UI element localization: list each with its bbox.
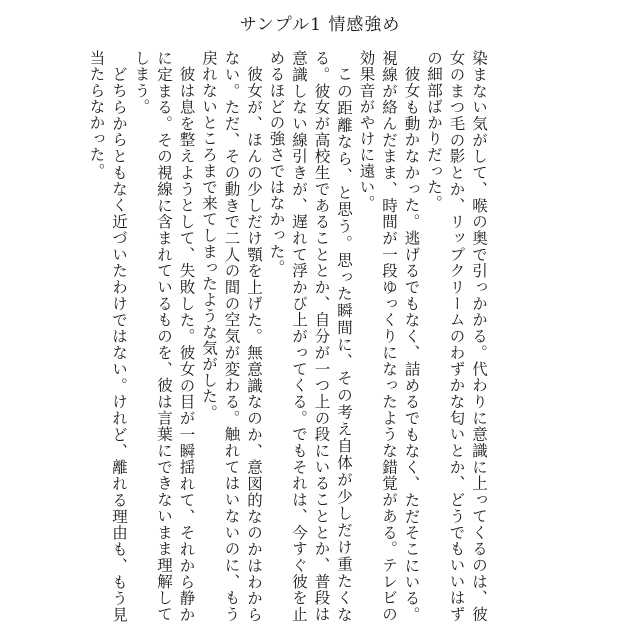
- paragraph: 彼は息を整えようとして、失敗した。彼女の目が一瞬揺れて、それから静かに定まる。その視線に含まれているものを、彼は言葉にできないまま理解してしまう。: [132, 50, 196, 622]
- paragraph: この距離なら、と思う。思った瞬間に、その考え自体が少しだけ重たくなる。彼女が高校生であることとか、自分が一つ上の段にいることとか、普段は意識しない線引きが、遅れて浮かび上がってくる。でもそれは、今すぐ彼を止めるほどの強さではなかった。: [267, 50, 353, 622]
- paragraph: どちらからともなく近づいたわけではない。けれど、離れる理由も、もう見当たらなかった。: [87, 50, 128, 622]
- paragraph: 彼女も動かなかった。逃げるでもなく、詰めるでもなく、ただそこにいる。視線が絡んだまま、時間が一段ゆっくりになったような錯覚がある。テレビの効果音がやけに遠い。: [357, 50, 421, 622]
- paragraph: 染まない気がして、喉の奥で引っかかる。代わりに意識に上ってくるのは、彼女のまつ毛の影とか、リップクリームのわずかな匂いとか、どうでもいいはずの細部ばかりだった。: [425, 50, 488, 622]
- body-text: [85, 50, 490, 622]
- page-title: サンプル1 情感強め: [239, 15, 401, 35]
- paragraph: 彼女が、ほんの少しだけ顎を上げた。無意識なのか、意図的なのかはわからない。ただ、その動きで二人の間の空気が変わる。触れてはいないのに、もう戻れないところまで来てしまったような気がした。: [200, 50, 263, 622]
